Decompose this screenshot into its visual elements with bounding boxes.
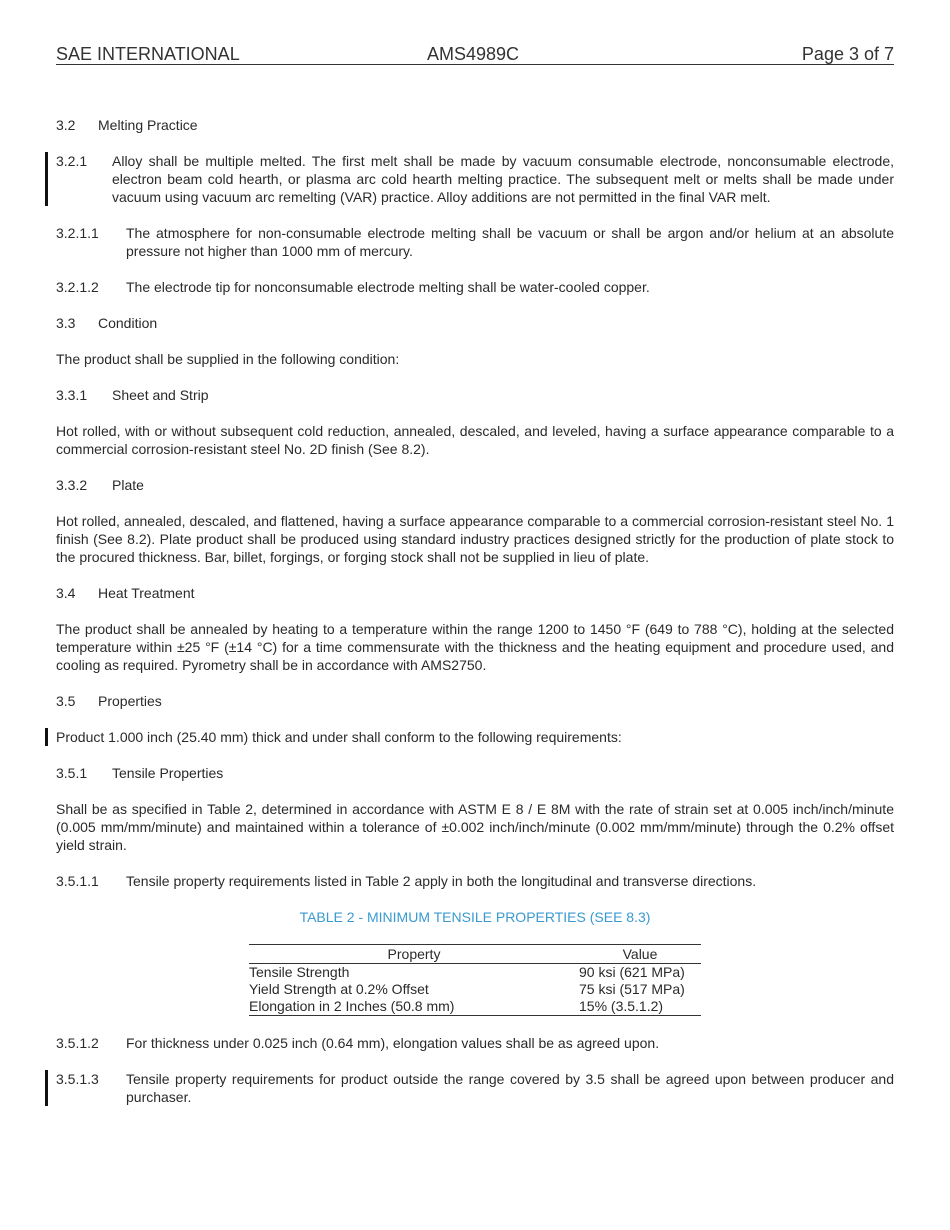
section-number: 3.3.2 (56, 477, 88, 493)
table-cell-value: 90 ksi (621 MPa) (579, 964, 685, 980)
section-number: 3.5.1 (56, 765, 88, 781)
section-number: 3.3.1 (56, 387, 88, 403)
section-text: The electrode tip for nonconsumable electrode melting shall be water-cooled copper. (126, 279, 650, 295)
section-text: The atmosphere for non-consumable electrode melting shall be vacuum or shall be argon and/or helium at an absolute pressure not higher than 1000 mm of mercury. (126, 225, 894, 259)
table-header-property: Property (249, 945, 579, 964)
section-3-2-1-2 (56, 278, 894, 296)
table-header-value: Value (579, 945, 701, 964)
section-number: 3.4 (56, 585, 76, 601)
section-3-3-intro: The product shall be supplied in the following condition: (56, 351, 400, 367)
section-3-5-1-1 (56, 872, 894, 890)
section-text: Tensile property requirements listed in Table 2 apply in both the longitudinal and transverse directions. (126, 873, 757, 889)
section-3-3-2-heading (56, 476, 894, 494)
section-3-3-2-text: Hot rolled, annealed, descaled, and flattened, having a surface appearance comparable to a commercial corrosion-resistant steel No. 1 finish (See 8.2). Plate product shall be produced using standard industry practices designed strictly for the production of plate stock to the procured thickness. Bar, billet, forgings, or forging stock shall not be supplied in lieu of plate. (56, 513, 894, 565)
table-row (249, 981, 701, 998)
table-cell-property: Tensile Strength (249, 964, 350, 980)
section-text: Tensile property requirements for product outside the range covered by 3.5 shall be agreed upon between producer and purchaser. (126, 1071, 894, 1105)
section-number: 3.2.1.2 (56, 279, 99, 295)
section-3-2-heading (56, 116, 894, 134)
section-number: 3.2.1 (56, 153, 88, 169)
table-cell-property: Elongation in 2 Inches (50.8 mm) (249, 998, 579, 1016)
section-number: 3.5.1.3 (56, 1071, 99, 1087)
document-body (56, 116, 894, 1124)
section-title: Sheet and Strip (112, 387, 209, 403)
section-title: Heat Treatment (98, 585, 195, 601)
section-number: 3.5.1.2 (56, 1035, 99, 1051)
section-title: Plate (112, 477, 144, 493)
header-doc-number: AMS4989C (427, 44, 520, 64)
section-3-3-heading (56, 314, 894, 332)
section-3-4-heading (56, 584, 894, 602)
table-cell-value: 15% (3.5.1.2) (579, 998, 701, 1016)
section-3-5-heading (56, 692, 894, 710)
table-row (249, 964, 701, 982)
section-3-2-1-1 (56, 224, 894, 260)
section-number: 3.2.1.1 (56, 225, 99, 241)
section-number: 3.5 (56, 693, 76, 709)
section-title: Properties (98, 693, 162, 709)
section-title: Melting Practice (98, 117, 198, 133)
section-3-5-1-3 (56, 1070, 894, 1106)
page-header (56, 44, 894, 65)
section-3-3-1-text: Hot rolled, with or without subsequent cold reduction, annealed, descaled, and leveled, having a surface appearance comparable to a commercial corrosion-resistant steel No. 2D finish (See 8.2). (56, 423, 894, 457)
section-3-5-intro: Product 1.000 inch (25.40 mm) thick and under shall conform to the following requirements: (56, 728, 894, 746)
section-title: Tensile Properties (112, 765, 224, 781)
section-3-5-1-2 (56, 1034, 894, 1052)
section-title: Condition (98, 315, 158, 331)
section-text: Alloy shall be multiple melted. The first melt shall be made by vacuum consumable electrode, nonconsumable electrode, electron beam cold hearth, or plasma arc cold hearth melting practice. The subsequent melt or melts shall be made under vacuum using vacuum arc remelting (VAR) practice. Alloy additions are not permitted in the final VAR melt. (112, 153, 894, 205)
header-page-number: Page 3 of 7 (801, 44, 894, 64)
section-3-3-1-heading (56, 386, 894, 404)
table-row (249, 998, 701, 1016)
section-3-2-1 (56, 152, 894, 206)
section-text: For thickness under 0.025 inch (0.64 mm), elongation values shall be as agreed upon. (126, 1035, 660, 1051)
table-2-title: TABLE 2 - MINIMUM TENSILE PROPERTIES (SEE 8.3) (299, 909, 651, 925)
header-org: SAE INTERNATIONAL (56, 44, 240, 64)
section-number: 3.3 (56, 315, 76, 331)
table-2 (249, 944, 701, 1016)
section-number: 3.5.1.1 (56, 873, 99, 889)
table-header-row (249, 945, 701, 964)
section-3-4-text: The product shall be annealed by heating to a temperature within the range 1200 to 1450 °F (649 to 788 °C), holding at the selected temperature within ±25 °F (±14 °C) for a time commensurate with the thickness and the heating equipment and procedure used, and cooling as required. Pyrometry shall be in accordance with AMS2750. (56, 621, 894, 673)
section-3-5-1-text: Shall be as specified in Table 2, determined in accordance with ASTM E 8 / E 8M with the rate of strain set at 0.005 inch/inch/minute (0.005 mm/mm/minute) and maintained within a tolerance of ±0.002 inch/inch/minute (0.002 mm/mm/minute) through the 0.2% offset yield strain. (56, 801, 894, 853)
section-3-5-1-heading (56, 764, 894, 782)
table-cell-property: Yield Strength at 0.2% Offset (249, 981, 429, 997)
table-cell-value: 75 ksi (517 MPa) (579, 981, 685, 997)
section-number: 3.2 (56, 117, 76, 133)
